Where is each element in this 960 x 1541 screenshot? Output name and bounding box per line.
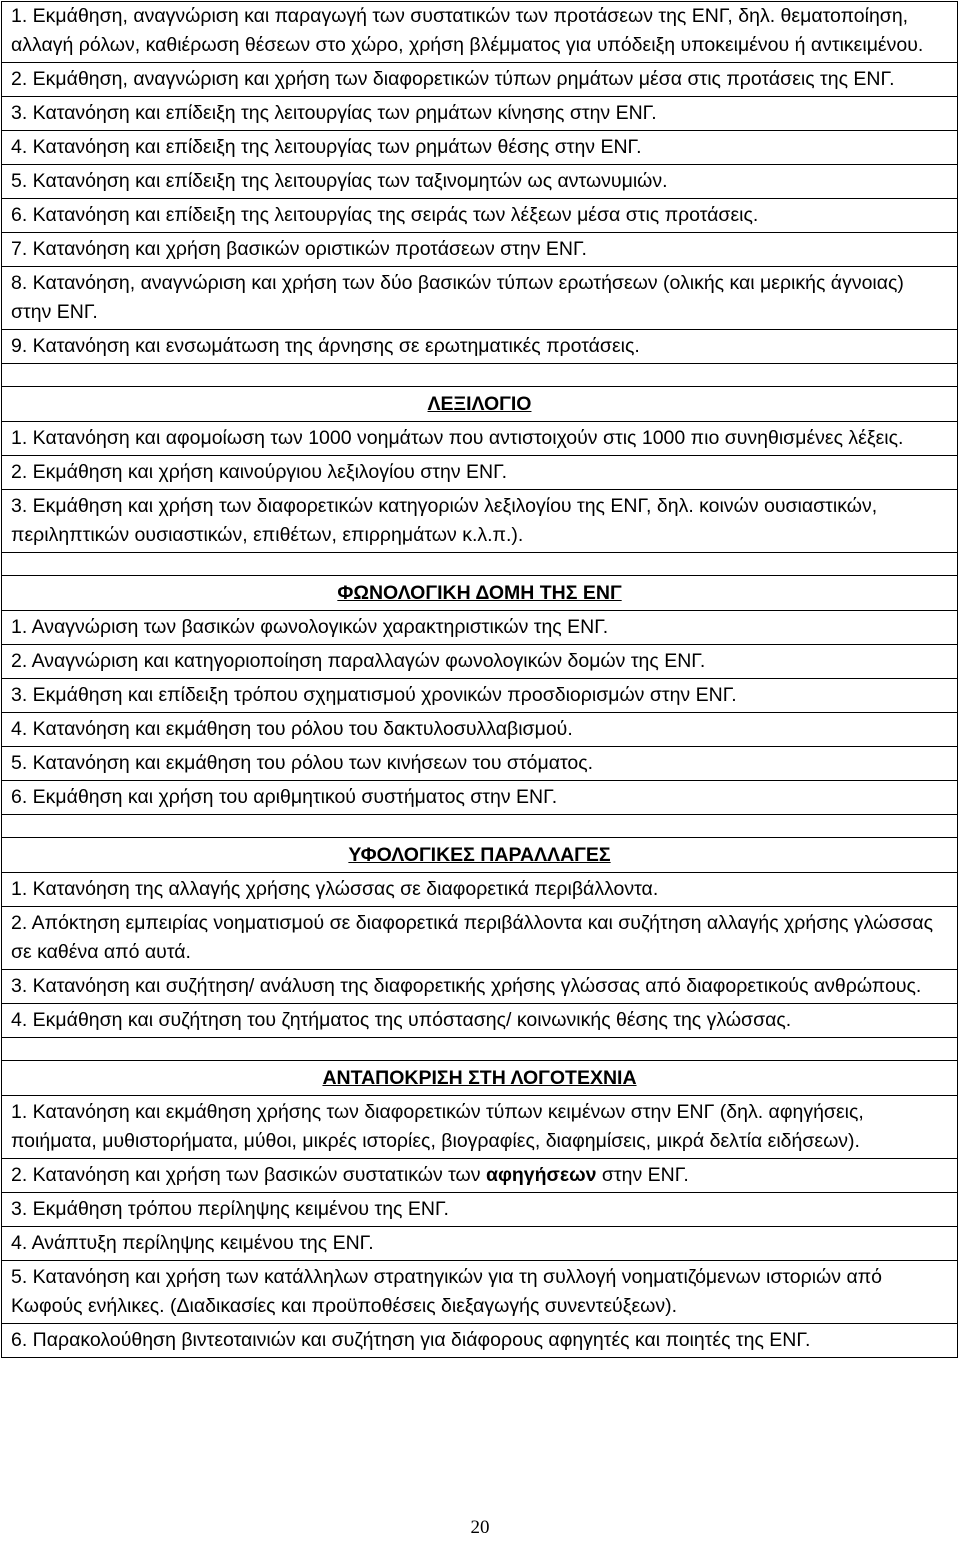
empty-row bbox=[2, 1038, 958, 1061]
literature-item-3: 3. Εκμάθηση τρόπου περίληψης κειμένου της ΕΝΓ. bbox=[2, 1193, 958, 1227]
stylistic-heading: ΥΦΟΛΟΓΙΚΕΣ ΠΑΡΑΛΛΑΓΕΣ bbox=[2, 838, 958, 873]
phonology-item-1: 1. Αναγνώριση των βασικών φωνολογικών χαρακτηριστικών της ΕΝΓ. bbox=[2, 611, 958, 645]
phonology-item-6: 6. Εκμάθηση και χρήση του αριθμητικού συστήματος στην ΕΝΓ. bbox=[2, 781, 958, 815]
syntax-item-5: 5. Κατανόηση και επίδειξη της λειτουργίας των ταξινομητών ως αντωνυμιών. bbox=[2, 165, 958, 199]
syntax-item-2: 2. Εκμάθηση, αναγνώριση και χρήση των διαφορετικών τύπων ρημάτων μέσα στις προτάσεις της ΕΝΓ. bbox=[2, 63, 958, 97]
syntax-item-6: 6. Κατανόηση και επίδειξη της λειτουργίας της σειράς των λέξεων μέσα στις προτάσεις. bbox=[2, 199, 958, 233]
stylistic-item-2: 2. Απόκτηση εμπειρίας νοηματισμού σε διαφορετικά περιβάλλοντα και συζήτηση αλλαγής χρήσης γλώσσας σε καθένα από αυτά. bbox=[2, 907, 958, 970]
syntax-item-8: 8. Κατανόηση, αναγνώριση και χρήση των δύο βασικών τύπων ερωτήσεων (ολικής και μερικής άγνοιας) στην ΕΝΓ. bbox=[2, 267, 958, 330]
syntax-item-9: 9. Κατανόηση και ενσωμάτωση της άρνησης σε ερωτηματικές προτάσεις. bbox=[2, 330, 958, 364]
literature-item-2-suffix: στην ΕΝΓ. bbox=[596, 1164, 689, 1186]
stylistic-item-3: 3. Κατανόηση και συζήτηση/ ανάλυση της διαφορετικής χρήσης γλώσσας από διαφορετικούς ανθρώπους. bbox=[2, 970, 958, 1004]
vocabulary-item-2: 2. Εκμάθηση και χρήση καινούργιου λεξιλογίου στην ΕΝΓ. bbox=[2, 456, 958, 490]
phonology-item-3: 3. Εκμάθηση και επίδειξη τρόπου σχηματισμού χρονικών προσδιορισμών στην ΕΝΓ. bbox=[2, 679, 958, 713]
literature-item-2 bbox=[2, 1159, 958, 1193]
vocabulary-item-3: 3. Εκμάθηση και χρήση των διαφορετικών κατηγοριών λεξιλογίου της ΕΝΓ, δηλ. κοινών ουσιαστικών, περιληπτικών ουσιαστικών, επιθέτων, επιρρημάτων κ.λ.π.). bbox=[2, 490, 958, 553]
literature-item-2-bold: αφηγήσεων bbox=[485, 1164, 597, 1186]
literature-item-6: 6. Παρακολούθηση βιντεοταινιών και συζήτηση για διάφορους αφηγητές και ποιητές της ΕΝΓ. bbox=[2, 1324, 958, 1358]
empty-row bbox=[2, 364, 958, 387]
stylistic-item-4: 4. Εκμάθηση και συζήτηση του ζητήματος της υπόστασης/ κοινωνικής θέσης της γλώσσας. bbox=[2, 1004, 958, 1038]
curriculum-table bbox=[1, 1, 958, 1358]
phonology-heading: ΦΩΝΟΛΟΓΙΚΗ ΔΟΜΗ ΤΗΣ ΕΝΓ bbox=[2, 576, 958, 611]
literature-item-4: 4. Ανάπτυξη περίληψης κειμένου της ΕΝΓ. bbox=[2, 1227, 958, 1261]
literature-item-1: 1. Κατανόηση και εκμάθηση χρήσης των διαφορετικών τύπων κειμένων στην ΕΝΓ (δηλ. αφηγήσεις, ποιήματα, μυθιστορήματα, μύθοι, μικρές ιστορίες, βιογραφίες, διαφημίσεις, μικρά δελτία ειδήσεων). bbox=[2, 1096, 958, 1159]
page-number: 20 bbox=[470, 1517, 490, 1538]
syntax-item-4: 4. Κατανόηση και επίδειξη της λειτουργίας των ρημάτων θέσης στην ΕΝΓ. bbox=[2, 131, 958, 165]
syntax-item-1: 1. Εκμάθηση, αναγνώριση και παραγωγή των συστατικών των προτάσεων της ΕΝΓ, δηλ. θεματοποίηση, αλλαγή ρόλων, καθιέρωση θέσεων στο χώρο, χρήση βλέμματος για υπόδειξη υποκειμένου ή αντικειμένου. bbox=[2, 2, 958, 63]
phonology-item-4: 4. Κατανόηση και εκμάθηση του ρόλου του δακτυλοσυλλαβισμού. bbox=[2, 713, 958, 747]
phonology-item-2: 2. Αναγνώριση και κατηγοριοποίηση παραλλαγών φωνολογικών δομών της ΕΝΓ. bbox=[2, 645, 958, 679]
syntax-item-3: 3. Κατανόηση και επίδειξη της λειτουργίας των ρημάτων κίνησης στην ΕΝΓ. bbox=[2, 97, 958, 131]
empty-row bbox=[2, 815, 958, 838]
literature-item-5: 5. Κατανόηση και χρήση των κατάλληλων στρατηγικών για τη συλλογή νοηματιζόμενων ιστοριών από Κωφούς ενήλικες. (Διαδικασίες και προϋποθέσεις διεξαγωγής συνεντεύξεων). bbox=[2, 1261, 958, 1324]
literature-item-2-text: 2. Κατανόηση και χρήση των βασικών συστατικών των bbox=[11, 1164, 486, 1186]
phonology-item-5: 5. Κατανόηση και εκμάθηση του ρόλου των κινήσεων του στόματος. bbox=[2, 747, 958, 781]
literature-heading: ΑΝΤΑΠΟΚΡΙΣΗ ΣΤΗ ΛΟΓΟΤΕΧΝΙΑ bbox=[2, 1061, 958, 1096]
vocabulary-heading: ΛΕΞΙΛΟΓΙΟ bbox=[2, 387, 958, 422]
syntax-item-7: 7. Κατανόηση και χρήση βασικών οριστικών προτάσεων στην ΕΝΓ. bbox=[2, 233, 958, 267]
empty-row bbox=[2, 553, 958, 576]
vocabulary-item-1: 1. Κατανόηση και αφομοίωση των 1000 νοημάτων που αντιστοιχούν στις 1000 πιο συνηθισμένες λέξεις. bbox=[2, 422, 958, 456]
stylistic-item-1: 1. Κατανόηση της αλλαγής χρήσης γλώσσας σε διαφορετικά περιβάλλοντα. bbox=[2, 873, 958, 907]
